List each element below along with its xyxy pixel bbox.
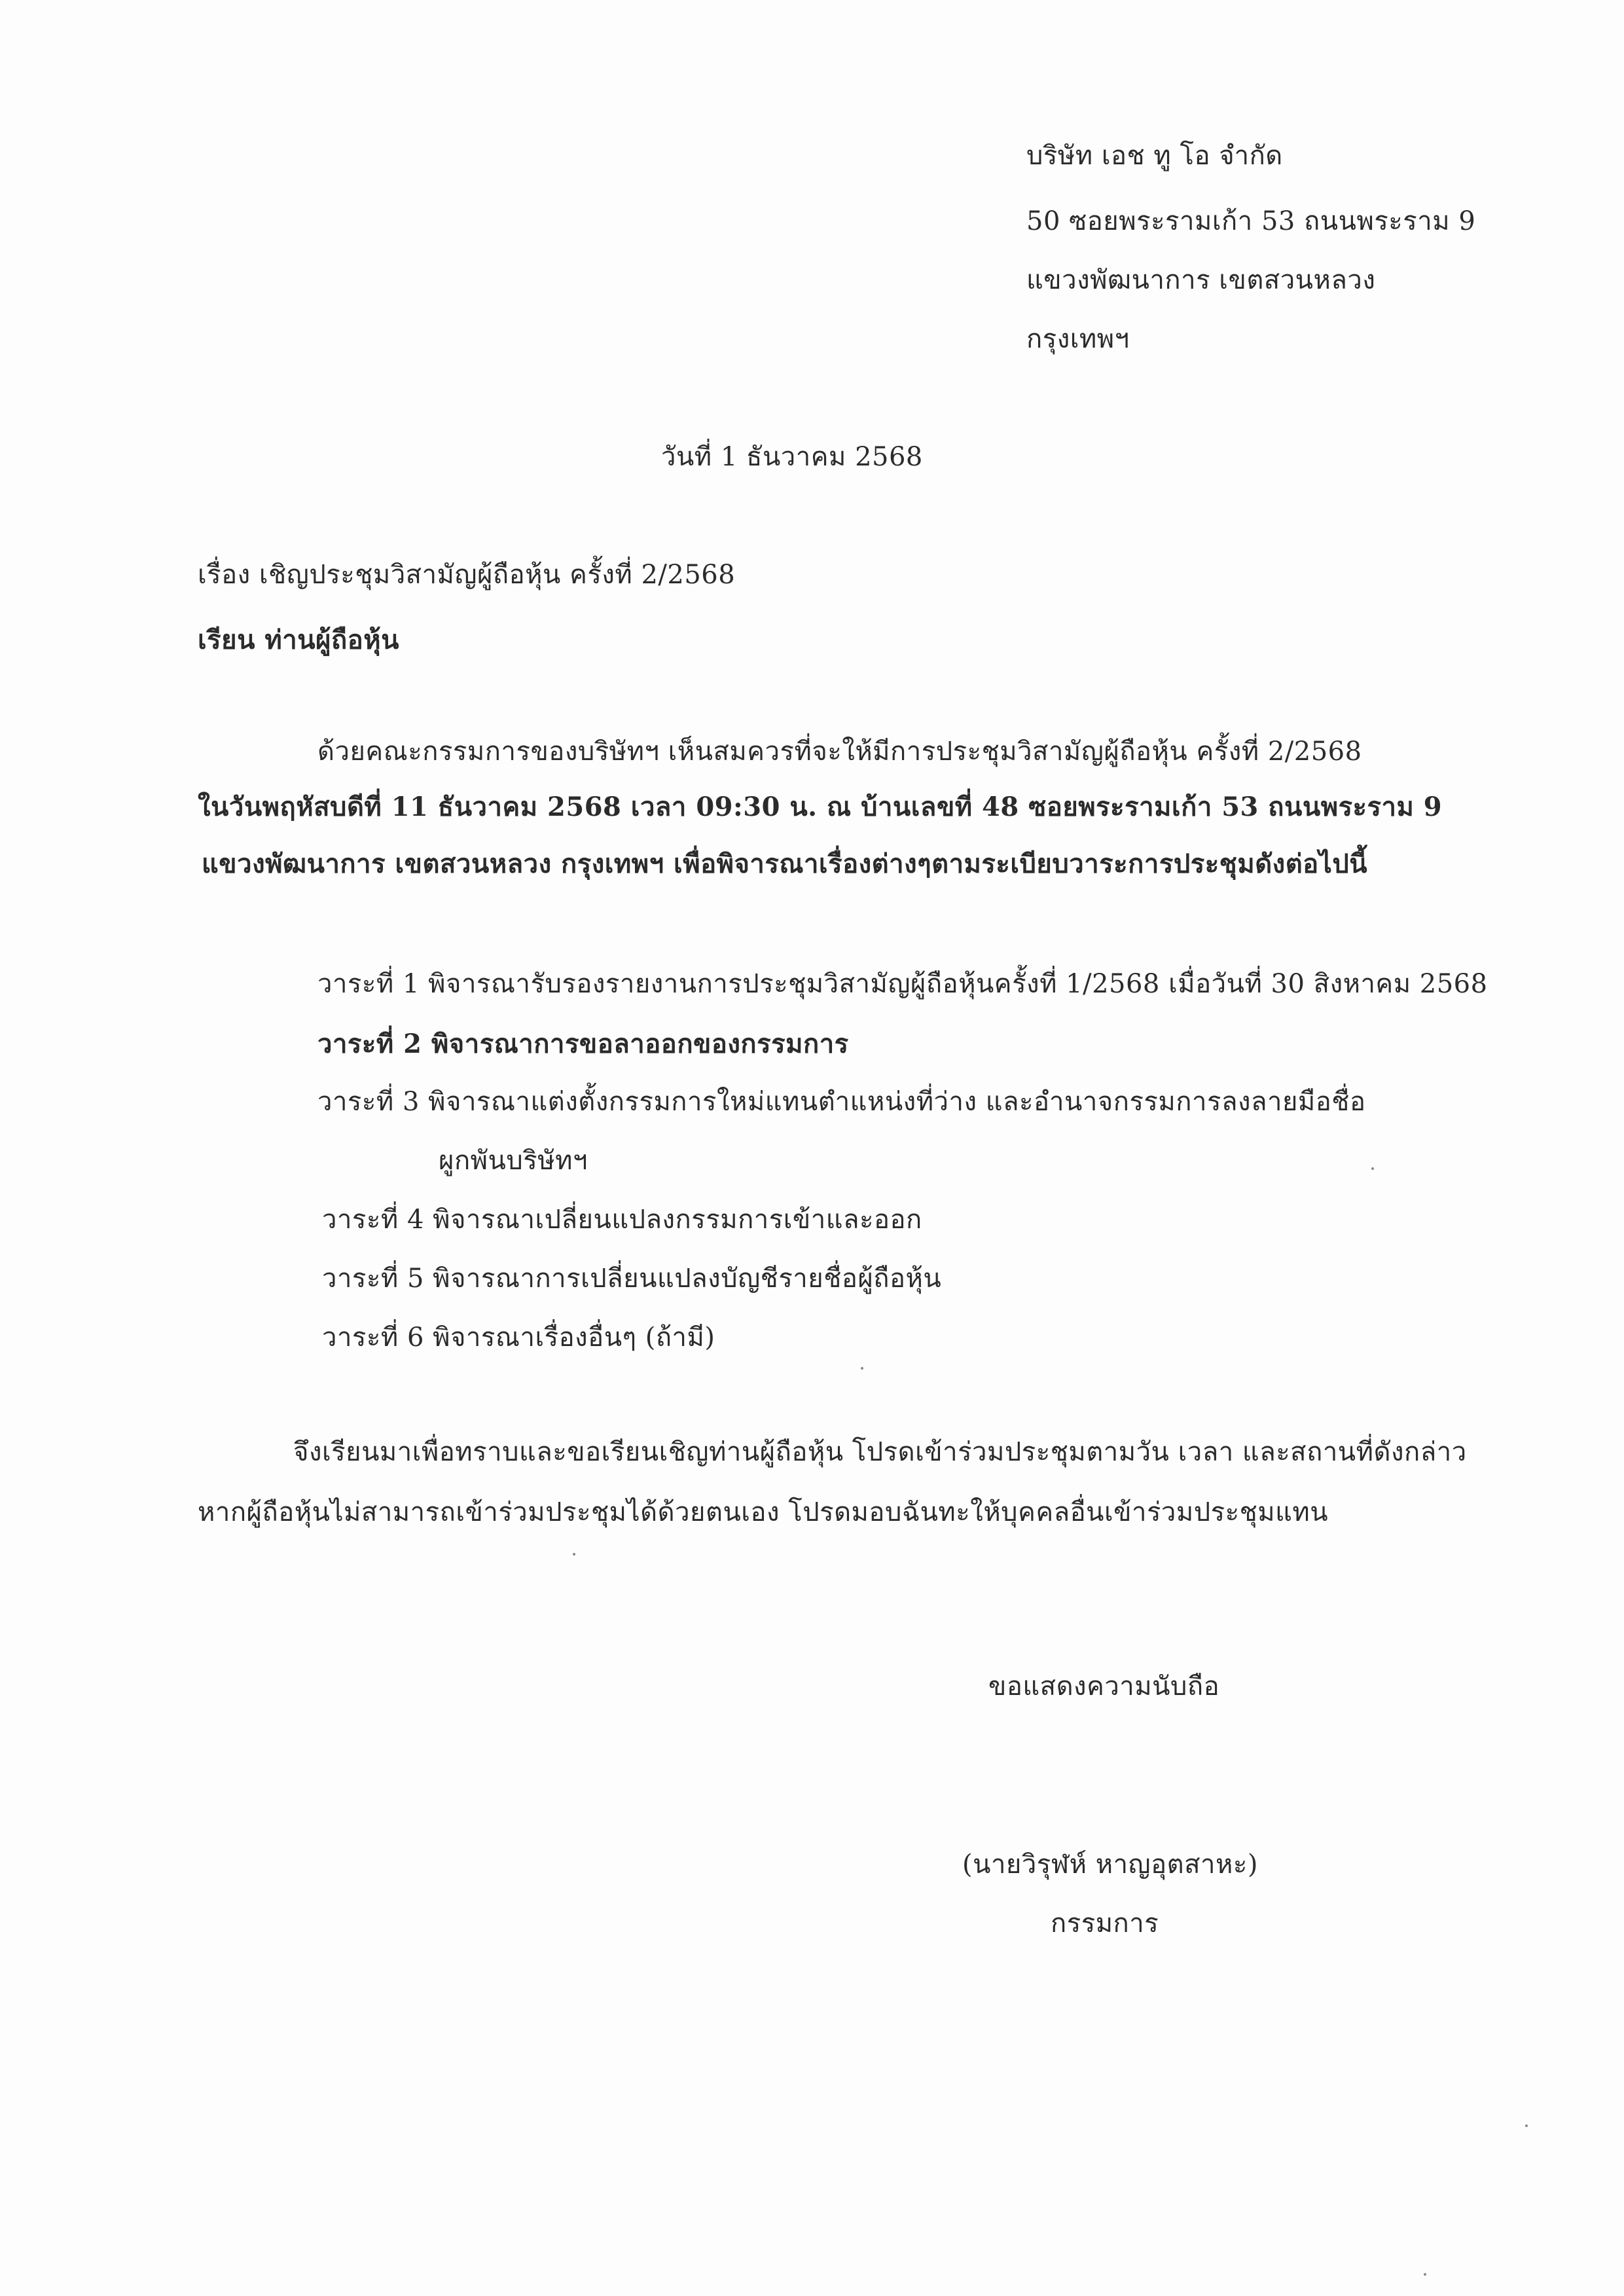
intro-line-2: ในวันพฤหัสบดีที่ 11 ธันวาคม 2568 เวลา 09:30 น. ณ บ้านเลขที่ 48 ซอยพระรามเก้า 53 ถนนพระราม 9	[198, 792, 1443, 822]
company-address-line3: กรุงเทพฯ	[1026, 324, 1130, 354]
company-address-line1: 50 ซอยพระรามเก้า 53 ถนนพระราม 9	[1026, 206, 1476, 236]
agenda-item-3: วาระที่ 3 พิจารณาแต่งตั้งกรรมการใหม่แทนตำแหน่งที่ว่าง และอำนาจกรรมการลงลายมือชื่อ	[317, 1087, 1366, 1117]
company-address-line2: แขวงพัฒนาการ เขตสวนหลวง	[1026, 265, 1376, 295]
closing-line-2: หากผู้ถือหุ้นไม่สามารถเข้าร่วมประชุมได้ด้วยตนเอง โปรดมอบฉันทะให้บุคคลอื่นเข้าร่วมประชุมแทน	[198, 1497, 1329, 1527]
agenda-item-2: วาระที่ 2 พิจารณาการขอลาออกของกรรมการ	[317, 1029, 849, 1059]
scan-speck	[573, 1553, 575, 1556]
closing-line-1: จึงเรียนมาเพื่อทราบและขอเรียนเชิญท่านผู้ถือหุ้น โปรดเข้าร่วมประชุมตามวัน เวลา และสถานที่ดังกล่าว	[293, 1437, 1467, 1467]
company-name: บริษัท เอช ทู โอ จำกัด	[1026, 141, 1283, 171]
regards: ขอแสดงความนับถือ	[988, 1671, 1220, 1702]
intro-line-1: ด้วยคณะกรรมการของบริษัทฯ เห็นสมควรที่จะให้มีการประชุมวิสามัญผู้ถือหุ้น ครั้งที่ 2/2568	[317, 737, 1362, 767]
letter-date: วันที่ 1 ธันวาคม 2568	[661, 442, 923, 472]
intro-line-3: แขวงพัฒนาการ เขตสวนหลวง กรุงเทพฯ เพื่อพิจารณาเรื่องต่างๆตามระเบียบวาระการประชุมดังต่อไปนี้	[202, 848, 1368, 879]
agenda-item-5: วาระที่ 5 พิจารณาการเปลี่ยนแปลงบัญชีรายชื่อผู้ถือหุ้น	[322, 1264, 942, 1294]
agenda-item-3-continued: ผูกพันบริษัทฯ	[439, 1146, 588, 1176]
agenda-item-1: วาระที่ 1 พิจารณารับรองรายงานการประชุมวิสามัญผู้ถือหุ้นครั้งที่ 1/2568 เมื่อวันที่ 30 สิงหาคม 2568	[317, 969, 1488, 999]
scan-speck	[1525, 2124, 1528, 2127]
agenda-item-4: วาระที่ 4 พิจารณาเปลี่ยนแปลงกรรมการเข้าและออก	[322, 1205, 922, 1235]
letter-recipient: เรียน ท่านผู้ถือหุ้น	[198, 625, 399, 655]
scan-speck	[1424, 2273, 1426, 2276]
agenda-item-6: วาระที่ 6 พิจารณาเรื่องอื่นๆ (ถ้ามี)	[322, 1322, 715, 1353]
scan-speck	[861, 1367, 863, 1370]
letter-subject: เรื่อง เชิญประชุมวิสามัญผู้ถือหุ้น ครั้งที่ 2/2568	[198, 560, 736, 590]
signatory-title: กรรมการ	[1051, 1908, 1159, 1939]
signatory-name: (นายวิรุฬห์ หาญอุตสาหะ)	[962, 1850, 1258, 1880]
scan-speck	[1371, 1167, 1374, 1170]
